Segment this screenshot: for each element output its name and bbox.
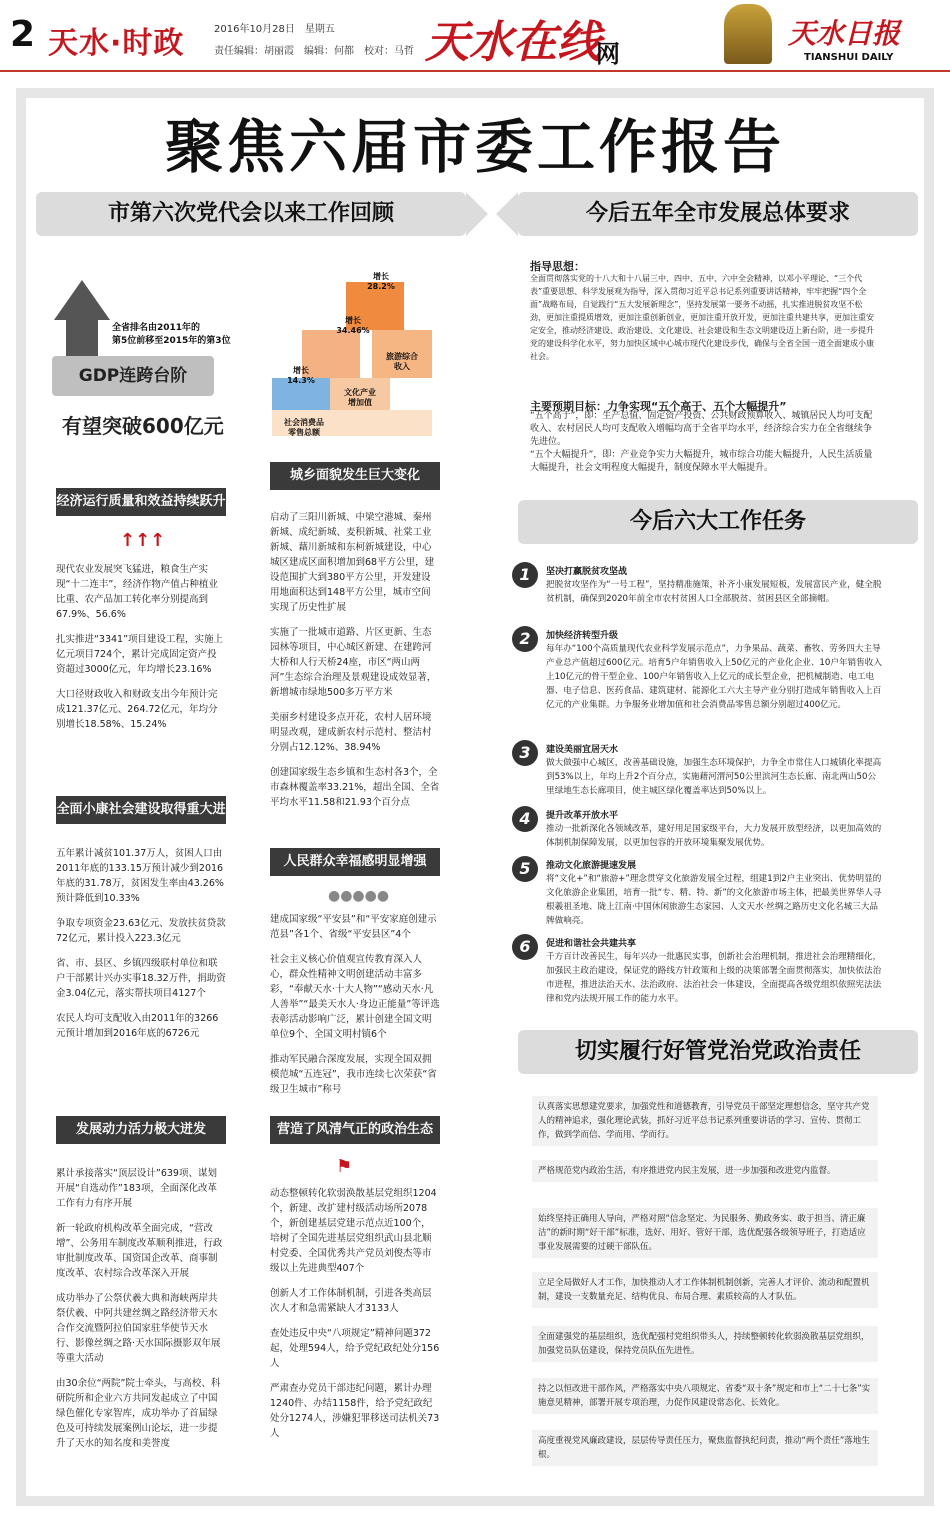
list-item: 由30余位“两院”院士牵头，与高校、科研院所和企业六方共同发起成立了中国绿色催化专家智库，成功举办了首届绿色及可持续发展案例山论坛，进一步提升了天水的知名度和美誉度 xyxy=(56,1378,221,1449)
task-title-6: 促进和谐社会共建共享 xyxy=(546,939,637,949)
list-item: 累计承接落实“顶层设计”639项、谋划开展“自选动作”183项，全面深化改革工作有力有序开展 xyxy=(56,1168,217,1209)
task-number-5: 5 xyxy=(512,856,538,882)
list-item: 动态整顿转化软弱涣散基层党组织1204个，新建、改扩建村级活动场所2078个，新创建基层党建示范点近100个，培树了全国先进基层党组织武山县北顺村党委、全国优秀共产党员刘俊杰等市级以上先进典型407个 xyxy=(270,1188,437,1274)
duty-item: 全面建强党的基层组织，选优配强村党组织带头人，持续整顿转化软弱涣散基层党组织，加强党员队伍建设，保持党员队伍先进性。 xyxy=(532,1326,878,1362)
task-title-5: 推动文化旅游提速发展 xyxy=(546,861,637,871)
page-title: 聚焦六届市委工作报告 xyxy=(164,113,785,181)
gdp-target: 有望突破600亿元 xyxy=(62,414,224,438)
section-heading-reform: 发展动力活力极大迸发 xyxy=(56,1116,226,1144)
list-item: 创新人才工作体制机制，引进各类高层次人才和急需紧缺人才3133人 xyxy=(270,1288,432,1314)
duty-item: 始终坚持正确用人导向，严格对照“信念坚定、为民服务、勤政务实、敢于担当、清正廉洁”的新时期“好干部”标准，选好、用好、管好干部，选优配强各级领导班子，打造适应事业发展需要的过硬干部队伍。 xyxy=(532,1208,878,1258)
right-banner: 今后五年全市发展总体要求 xyxy=(518,192,918,236)
gdp-rank-note: 全省排名由2011年的 第5位前移至2015年的第3位 xyxy=(112,323,231,346)
guide-title: 指导思想： xyxy=(530,260,585,273)
editors-line: 责任编辑：胡丽霞 编辑：何都 校对：马哲 xyxy=(214,46,414,57)
list-item: 创建国家级生态乡镇和生态村各3个，全市森林覆盖率33.21%，超出全国、全省平均水平11.58和21.93个百分点 xyxy=(270,767,440,808)
banner-arrow xyxy=(466,192,488,236)
banner-arrow xyxy=(496,192,518,236)
step-item-tourism: 旅游综合 收入 xyxy=(386,352,418,371)
task-number-2: 2 xyxy=(512,626,538,652)
list-item: 成功举办了公祭伏羲大典和海峡两岸共祭伏羲、中阿共建丝绸之路经济带天水合作交流暨阿拉伯国家驻华使节天水行、影像丝绸之路·天水国际摄影双年展等重大活动 xyxy=(56,1293,221,1364)
task-title-2: 加快经济转型升级 xyxy=(546,631,619,641)
step-item-culture: 文化产业 增加值 xyxy=(344,388,376,407)
task-text-6: 千方百计改善民生，每年兴办一批惠民实事，创新社会治理机制，推进社会治理精细化，加强民主政治建设，保证党的路线方针政策和上级的决策部署全面贯彻落实，加快依法治市进程，推进法治天水、法治政府、法治社会一体建设，全面提高各级党组织依照宪法法律和党内法规开展工作的能力水平。 xyxy=(546,952,882,1004)
list-item: 省、市、县区、乡镇四级联村单位和联户干部累计兴办实事18.32万件，捐助资金3.04亿元，落实帮扶项目4127个 xyxy=(56,958,226,999)
section-heading-urban: 城乡面貌发生巨大变化 xyxy=(270,462,440,490)
duty-item: 严格规范党内政治生活，有序推进党内民主发展，进一步加强和改进党内监督。 xyxy=(532,1160,878,1182)
task-text-5: 将“文化+”和“旅游+”理念贯穿文化旅游发展全过程，组建1到2户主业突出、优势明显的文化旅游企业集团，培育一批“专、精、特、新”的文化旅游市场主体，把最美世界华人寻根羲祖圣地、陇上江南·中国休闲旅游生态家园、人文天水·丝绸之路历史文化名城三大品牌做响亮。 xyxy=(546,874,882,926)
section-body-reform xyxy=(56,1166,226,1461)
section-body-economy xyxy=(56,562,226,742)
step-growth-2: 增长 34.46% xyxy=(336,316,370,335)
list-item: 查处违反中央“八项规定”精神问题372起，处理594人，给予党纪政纪处分156人 xyxy=(270,1328,440,1369)
section-heading-xiaokang: 全面小康社会建设取得重大进展 xyxy=(56,796,226,824)
duty-item: 立足全局做好人才工作，加快推动人才工作体制机制创新，完善人才评价、流动和配置机制，建设一支数量充足、结构优良、布局合理、素质较高的人才队伍。 xyxy=(532,1272,878,1308)
list-item: 农民人均可支配收入由2011年的3266元预计增加到2016年底的6726元 xyxy=(56,1013,219,1039)
duty-item: 高度重视党风廉政建设，层层传导责任压力，聚焦监督执纪问责，推动“两个责任”落地生根。 xyxy=(532,1430,878,1466)
growth-arrows-icon: ↑↑↑ xyxy=(120,530,166,551)
goal-text-2: “五个大幅提升”，即：产业竞争实力大幅提升，城市综合功能大幅提升，人民生活质量大幅提升，社会文明程度大幅提升，制度保障水平大幅提升。 xyxy=(530,450,873,473)
task-number-1: 1 xyxy=(512,562,538,588)
list-item: 推动军民融合深度发展，实现全国双拥模范城“五连冠”，我市连续七次荣获“省级卫生城市”称号 xyxy=(270,1054,437,1095)
list-item: 实施了一批城市道路、片区更新、生态园林等项目，中心城区新建、在建跨河大桥和人行天桥24座，市区“两山两河”生态综合治理及景观建设成效显著，新增城市绿地500多万平方米 xyxy=(270,627,437,698)
section-heading-economy: 经济运行质量和效益持续跃升 xyxy=(56,488,226,516)
party-banner: 切实履行好管党治党政治责任 xyxy=(518,1030,918,1074)
site-logo-suffix: 网 xyxy=(596,40,620,68)
section-heading-politics: 营造了风清气正的政治生态 xyxy=(270,1116,440,1144)
guide-text: 全面贯彻落实党的十八大和十八届三中、四中、五中、六中全会精神，以邓小平理论、“三个代表”重要思想、科学发展观为指导，深入贯彻习近平总书记系列重要讲话精神，牢牢把握“四个全面”战略布局，自觉践行“五大发展新理念”，坚持发展第一要务不动摇，扎实推进脱贫攻坚不松劲，更加注重提质增效，更加注重创新创业，更加注重开放开发，更加注重共建共享，更加注重安定安全，推动经济建设、政治建设、文化建设、社会建设和生态文明建设迈上新台阶，进一步提升党的建设科学化水平，努力加快区域中心城市现代化建设步伐，确保与全省全国一道全面建成小康社会。 xyxy=(530,274,874,361)
task-text-4: 推动一批新深化各领域改革，建好用足国家级平台，大力发展开放型经济，以更加高效的体制机制保障发展，以更加包容的开放环境集聚发展优势。 xyxy=(546,824,882,848)
list-item: 启动了三阳川新城、中梁空港城、秦州新城、成纪新城、麦积新城、社棠工业新城、藉川新城和东柯新城建设，中心城区建成区面积增加到68平方公里，建设范围扩大到380平方公里，开发建设用地面积达到148平方公里，城市空间实现了历史性扩展 xyxy=(270,512,435,613)
site-logo: 天水在线 xyxy=(425,17,601,68)
section-name: 天水·时政 xyxy=(48,26,185,61)
gdp-label: GDP连跨台阶 xyxy=(52,356,214,396)
list-item: 大口径财政收入和财政支出今年预计完成121.37亿元、264.72亿元，年均分别增长18.58%、15.24% xyxy=(56,689,218,730)
task-text-1: 把脱贫攻坚作为“一号工程”，坚持精准施策，补齐小康发展短板，发展富民产业，健全脱贫机制，确保到2020年前全市农村贫困人口全部脱贫、贫困县区全部摘帽。 xyxy=(546,580,882,604)
list-item: 争取专项资金23.63亿元、发放扶贫贷款72亿元，累计投入223.3亿元 xyxy=(56,918,226,944)
paper-emblem-icon xyxy=(724,4,772,64)
step-growth-3: 增长 28.2% xyxy=(367,272,395,291)
task-title-4: 提升改革开放水平 xyxy=(546,811,619,821)
list-item: 建成国家级“平安县”和“平安家庭创建示范县”各1个、省级“平安县区”4个 xyxy=(270,914,437,940)
paper-name-en: TIANSHUI DAILY xyxy=(804,52,894,63)
task-title-1: 坚决打赢脱贫攻坚战 xyxy=(546,567,628,577)
task-number-6: 6 xyxy=(512,934,538,960)
people-icon: ●●●●● xyxy=(328,888,390,904)
goal-title: 主要预期目标：力争实现“五个高于、五个大幅提升” xyxy=(530,400,787,413)
list-item: 五年累计减贫101.37万人，贫困人口由2011年底的133.15万预计减少到2016年底的31.78万，贫困发生率由43.26%预计降低到10.33% xyxy=(56,848,224,904)
step-item-retail: 社会消费品 零售总额 xyxy=(284,418,324,437)
section-heading-happiness: 人民群众幸福感明显增强 xyxy=(270,848,440,876)
page-number: 2 xyxy=(10,14,36,55)
goal-text-1: “五个高于”，即：生产总值、固定资产投资、公共财政预算收入、城镇居民人均可支配收入、农村居民人均可支配收入增幅均高于全省平均水平，经济综合实力在全省继续争先进位。 xyxy=(530,411,873,447)
task-text-3: 做大做强中心城区，改善基础设施，加强生态环境保护，力争全市常住人口城镇化率提高到53%以上，年均上升2个百分点，实施藉河渭河50公里滨河生态长廊、南北两山50公里绿地生态长廊项目，使主城区绿化覆盖率达到50%以上。 xyxy=(546,758,882,796)
task-text-2: 每年办“100个高质量现代农业科学发展示范点”，力争果品、蔬菜、畜牧、劳务四大主导产业总产值超过600亿元。培育5户年销售收入上50亿元的产业化企业、10户年销售收入上10亿元的骨干型企业、100户年销售收入上亿元的成长型企业，把机械制造、电工电器、电子信息、医药食品、建筑建材、能源化工六大主导产业分别打造成年销售收入上百亿元的产业集群。力争服务业增加值和社会消费品零售总额分别超过400亿元。 xyxy=(546,644,882,710)
duty-item: 持之以恒改进干部作风，严格落实中央八项规定、省委“双十条”规定和市上“二十七条”实施意见精神，部署开展专项治理，力促作风建设常态化、长效化。 xyxy=(532,1378,878,1414)
party-emblem-icon: ⚑ xyxy=(336,1156,353,1177)
section-body-happiness xyxy=(270,912,440,1107)
task-number-4: 4 xyxy=(512,806,538,832)
task-number-3: 3 xyxy=(512,740,538,766)
duty-item: 认真落实思想建党要求，加强党性和道德教育，引导党员干部坚定理想信念，坚守共产党人的精神追求，强化理论武装，抓好习近平总书记系列重要讲话的学习、宣传、贯彻工作，做到学而信、学而用、学而行。 xyxy=(532,1096,878,1146)
up-arrow-shaft xyxy=(66,318,98,358)
goal-text xyxy=(530,410,876,475)
list-item: 现代农业发展突飞猛进，粮食生产实现“十二连丰”，经济作物产值占种植业比重、农产品加工转化率分别提高到67.9%、56.6% xyxy=(56,564,218,620)
list-item: 美丽乡村建设多点开花，农村人居环境明显改观，建成新农村示范村、整洁村分别占12.12%、38.94% xyxy=(270,712,432,753)
list-item: 新一轮政府机构改革全面完成，“营改增”、公务用车制度改革顺利推进，行政审批制度改革、国资国企改革、商事制度改革、农村综合改革深入开展 xyxy=(56,1223,223,1279)
up-arrow-icon xyxy=(54,280,110,320)
step-growth-1: 增长 14.3% xyxy=(287,366,315,385)
left-banner: 市第六次党代会以来工作回顾 xyxy=(36,192,466,236)
list-item: 严肃查办党员干部违纪问题，累计办理1240件、办结1158件，给予党纪政纪处分1274人，涉嫌犯罪移送司法机关73人 xyxy=(270,1383,440,1439)
list-item: 扎实推进“3341”项目建设工程，实施上亿元项目724个，累计完成固定资产投资超过3000亿元，年均增长23.16% xyxy=(56,634,224,675)
section-body-urban xyxy=(270,510,440,820)
task-title-3: 建设美丽宜居天水 xyxy=(546,745,619,755)
issue-date: 2016年10月28日 星期五 xyxy=(214,24,335,35)
section-body-xiaokang xyxy=(56,846,226,1051)
list-item: 社会主义核心价值观宣传教育深入人心，群众性精神文明创建活动丰富多彩，“奉献天水·十大人物”“感动天水·凡人善举”“最美天水人·身边正能量”等评选表彰活动影响广泛，累计创建全国文明单位9个、全国文明村镇6个 xyxy=(270,954,440,1040)
tasks-banner: 今后六大工作任务 xyxy=(518,500,918,544)
section-body-politics xyxy=(270,1186,440,1451)
paper-name: 天水日报 xyxy=(788,17,901,50)
